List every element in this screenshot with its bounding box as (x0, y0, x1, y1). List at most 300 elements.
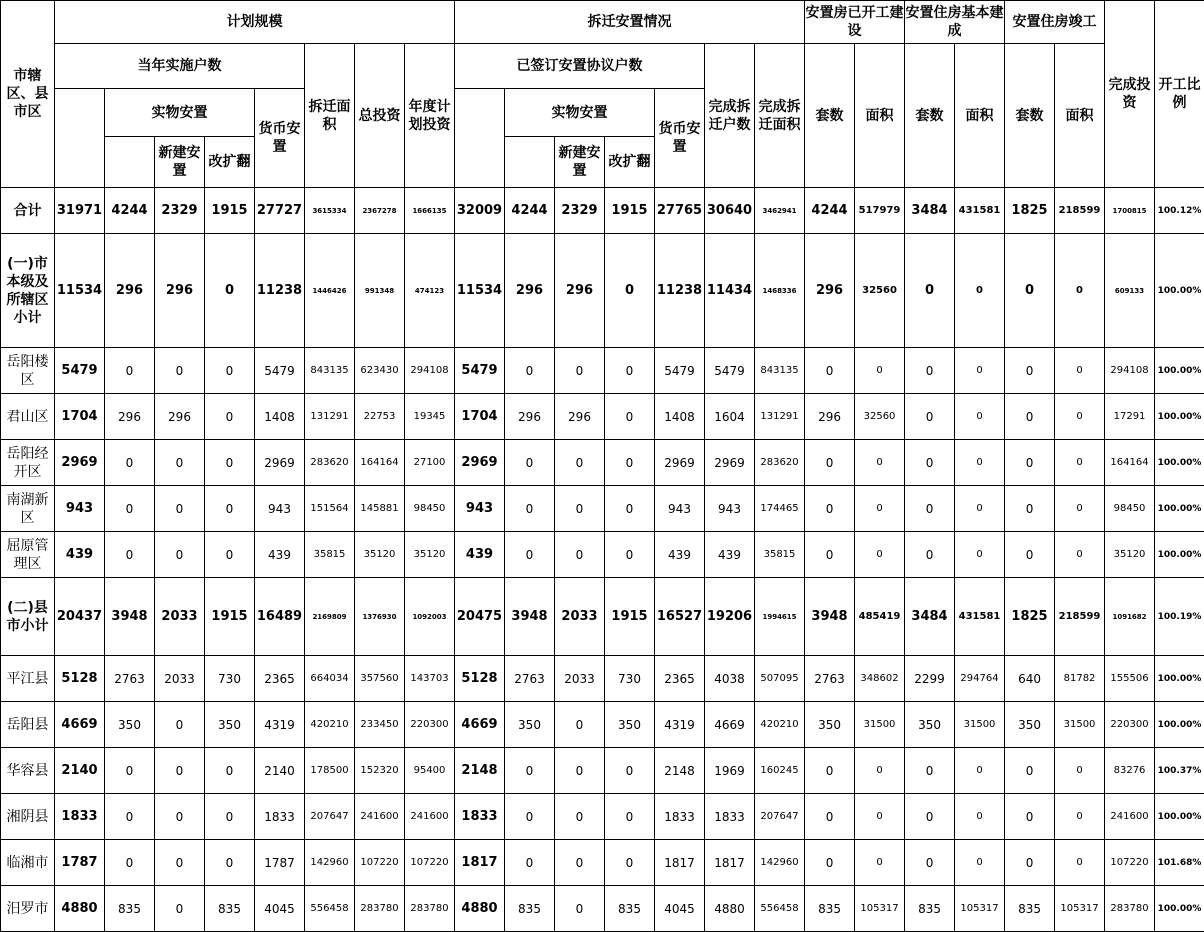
header-total-invest: 总投资 (355, 44, 405, 188)
table-cell: 2299 (905, 656, 955, 702)
table-cell: 35120 (1105, 532, 1155, 578)
table-cell: 0 (205, 440, 255, 486)
table-cell: 283780 (405, 886, 455, 932)
table-cell: 835 (905, 886, 955, 932)
header-annual-total (55, 89, 105, 188)
table-cell: 32009 (455, 188, 505, 234)
table-cell: 100.00% (1155, 394, 1204, 440)
header-new-build2: 新建安置 (555, 137, 605, 188)
header-plan-scale: 计划规模 (55, 1, 455, 44)
table-cell: 1833 (655, 794, 705, 840)
table-cell: 0 (955, 794, 1005, 840)
table-cell: 4669 (705, 702, 755, 748)
table-cell: 131291 (755, 394, 805, 440)
table-cell: 296 (555, 394, 605, 440)
table-cell: 11238 (655, 234, 705, 348)
table-cell: 3462941 (755, 188, 805, 234)
table-cell: 2969 (655, 440, 705, 486)
table-cell: 0 (855, 794, 905, 840)
table-cell: 0 (905, 348, 955, 394)
table-cell: 943 (455, 486, 505, 532)
table-cell: 835 (805, 886, 855, 932)
table-cell: 4669 (55, 702, 105, 748)
header-monetary: 货币安置 (255, 89, 305, 188)
table-cell: 100.00% (1155, 794, 1204, 840)
table-row (1, 840, 1204, 886)
table-cell: 35120 (355, 532, 405, 578)
table-cell: 0 (1055, 394, 1105, 440)
table-cell: 0 (1005, 440, 1055, 486)
header-completed-sets: 套数 (1005, 44, 1055, 188)
table-cell: 350 (505, 702, 555, 748)
table-cell: 350 (605, 702, 655, 748)
table-cell: 294108 (405, 348, 455, 394)
row-label: 华容县 (1, 748, 55, 794)
table-cell: 0 (155, 886, 205, 932)
table-cell: 0 (605, 486, 655, 532)
table-cell: 207647 (755, 794, 805, 840)
table-cell: 943 (655, 486, 705, 532)
table-cell: 5128 (55, 656, 105, 702)
table-cell: 348602 (855, 656, 905, 702)
table-cell: 4038 (705, 656, 755, 702)
header-completed-area: 面积 (1055, 44, 1105, 188)
table-cell: 350 (105, 702, 155, 748)
header-started-area: 面积 (855, 44, 905, 188)
table-cell: 241600 (355, 794, 405, 840)
table-cell: 2033 (555, 656, 605, 702)
table-cell: 100.00% (1155, 532, 1204, 578)
table-cell: 0 (605, 840, 655, 886)
header-signed-households: 已签订安置协议户数 (455, 44, 705, 89)
table-cell: 0 (555, 486, 605, 532)
table-cell: 420210 (305, 702, 355, 748)
row-label: 岳阳县 (1, 702, 55, 748)
table-cell: 843135 (755, 348, 805, 394)
table-cell: 1092003 (405, 578, 455, 656)
table-cell: 0 (605, 748, 655, 794)
table-cell: 0 (955, 348, 1005, 394)
table-cell: 5479 (655, 348, 705, 394)
table-cell: 0 (205, 794, 255, 840)
header-expand2: 改扩翻 (605, 137, 655, 188)
table-cell: 2969 (55, 440, 105, 486)
table-cell: 2969 (255, 440, 305, 486)
table-cell: 1666135 (405, 188, 455, 234)
table-cell: 1833 (455, 794, 505, 840)
table-cell: 835 (1005, 886, 1055, 932)
table-cell: 0 (1005, 840, 1055, 886)
table-cell: 105317 (855, 886, 905, 932)
table-cell: 27100 (405, 440, 455, 486)
table-cell: 83276 (1105, 748, 1155, 794)
table-cell: 439 (255, 532, 305, 578)
table-cell: 31500 (855, 702, 905, 748)
header-started-sets: 套数 (805, 44, 855, 188)
table-cell: 1704 (455, 394, 505, 440)
table-cell: 100.00% (1155, 234, 1204, 348)
table-cell: 296 (155, 394, 205, 440)
table-cell: 0 (1055, 840, 1105, 886)
table-cell: 0 (155, 702, 205, 748)
table-cell: 0 (105, 748, 155, 794)
table-cell: 4669 (455, 702, 505, 748)
table-cell: 31500 (1055, 702, 1105, 748)
table-cell: 1704 (55, 394, 105, 440)
table-cell: 1915 (605, 578, 655, 656)
table-cell: 0 (555, 532, 605, 578)
table-cell: 0 (155, 794, 205, 840)
table-cell: 152320 (355, 748, 405, 794)
table-row (1, 234, 1204, 348)
table-cell: 2033 (555, 578, 605, 656)
table-cell: 1091682 (1105, 578, 1155, 656)
table-cell: 0 (505, 748, 555, 794)
table-cell: 241600 (1105, 794, 1155, 840)
table-cell: 105317 (955, 886, 1005, 932)
table-cell: 1833 (255, 794, 305, 840)
table-cell: 5128 (455, 656, 505, 702)
table-cell: 0 (205, 234, 255, 348)
table-cell: 0 (505, 440, 555, 486)
table-cell: 517979 (855, 188, 905, 234)
table-cell: 5479 (705, 348, 755, 394)
table-cell: 296 (505, 234, 555, 348)
table-cell: 835 (105, 886, 155, 932)
table-cell: 485419 (855, 578, 905, 656)
table-cell: 623430 (355, 348, 405, 394)
table-cell: 11534 (55, 234, 105, 348)
table-cell: 0 (855, 532, 905, 578)
table-cell: 2140 (55, 748, 105, 794)
header-physical-total (105, 137, 155, 188)
table-cell: 16527 (655, 578, 705, 656)
table-cell: 1825 (1005, 188, 1055, 234)
table-cell: 2148 (455, 748, 505, 794)
table-row (1, 578, 1204, 656)
table-cell: 2033 (155, 656, 205, 702)
table-cell: 0 (155, 532, 205, 578)
table-cell: 0 (1055, 234, 1105, 348)
header-annual-households: 当年实施户数 (55, 44, 305, 89)
table-cell: 0 (905, 532, 955, 578)
table-cell: 1787 (55, 840, 105, 886)
table-row (1, 486, 1204, 532)
table-cell: 241600 (405, 794, 455, 840)
table-cell: 507095 (755, 656, 805, 702)
table-cell: 22753 (355, 394, 405, 440)
table-cell: 556458 (755, 886, 805, 932)
table-cell: 0 (805, 840, 855, 886)
table-cell: 35120 (405, 532, 455, 578)
table-cell: 0 (955, 840, 1005, 886)
table-header (1, 1, 1204, 188)
header-monetary2: 货币安置 (655, 89, 705, 188)
table-cell: 283620 (755, 440, 805, 486)
table-cell: 2329 (155, 188, 205, 234)
table-cell: 0 (555, 840, 605, 886)
table-cell: 4045 (655, 886, 705, 932)
header-start-ratio: 开工比例 (1155, 1, 1204, 188)
table-cell: 11238 (255, 234, 305, 348)
table-cell: 0 (905, 748, 955, 794)
table-cell: 1969 (705, 748, 755, 794)
table-row (1, 532, 1204, 578)
table-cell: 664034 (305, 656, 355, 702)
table-cell: 296 (155, 234, 205, 348)
table-cell: 4244 (505, 188, 555, 234)
table-cell: 145881 (355, 486, 405, 532)
table-cell: 100.12% (1155, 188, 1204, 234)
table-cell: 0 (1005, 748, 1055, 794)
table-cell: 835 (605, 886, 655, 932)
table-cell: 0 (905, 440, 955, 486)
table-cell: 835 (505, 886, 555, 932)
table-cell: 4045 (255, 886, 305, 932)
table-cell: 27727 (255, 188, 305, 234)
table-cell: 16489 (255, 578, 305, 656)
table-cell: 0 (155, 748, 205, 794)
table-cell: 296 (805, 394, 855, 440)
table-cell: 1408 (655, 394, 705, 440)
row-label: 汨罗市 (1, 886, 55, 932)
table-cell: 32560 (855, 234, 905, 348)
table-cell: 220300 (405, 702, 455, 748)
table-cell: 294108 (1105, 348, 1155, 394)
table-cell: 0 (505, 532, 555, 578)
table-cell: 0 (855, 486, 905, 532)
table-cell: 5479 (455, 348, 505, 394)
table-cell: 0 (205, 840, 255, 886)
table-cell: 431581 (955, 188, 1005, 234)
table-cell: 0 (955, 532, 1005, 578)
table-row (1, 886, 1204, 932)
header-annual-plan-invest: 年度计划投资 (405, 44, 455, 188)
table-cell: 0 (1055, 440, 1105, 486)
table-cell: 0 (1005, 794, 1055, 840)
table-cell: 1833 (705, 794, 755, 840)
table-cell: 160245 (755, 748, 805, 794)
table-cell: 943 (705, 486, 755, 532)
table-cell: 17291 (1105, 394, 1155, 440)
header-completed: 安置住房竣工 (1005, 1, 1105, 44)
row-label: (一)市本级及所辖区小计 (1, 234, 55, 348)
table-cell: 35815 (755, 532, 805, 578)
table-cell: 100.00% (1155, 702, 1204, 748)
table-cell: 0 (1055, 748, 1105, 794)
table-cell: 1994615 (755, 578, 805, 656)
table-cell: 11534 (455, 234, 505, 348)
table-cell: 730 (605, 656, 655, 702)
table-cell: 143703 (405, 656, 455, 702)
table-cell: 174465 (755, 486, 805, 532)
table-cell: 0 (605, 234, 655, 348)
table-cell: 164164 (355, 440, 405, 486)
table-row (1, 188, 1204, 234)
table-cell: 0 (1005, 234, 1055, 348)
row-label: 平江县 (1, 656, 55, 702)
table-cell: 2763 (505, 656, 555, 702)
table-cell: 20475 (455, 578, 505, 656)
table-cell: 100.00% (1155, 486, 1204, 532)
table-cell: 1408 (255, 394, 305, 440)
table-cell: 350 (905, 702, 955, 748)
header-demolish-area: 拆迁面积 (305, 44, 355, 188)
table-cell: 100.00% (1155, 348, 1204, 394)
row-label: 岳阳经开区 (1, 440, 55, 486)
table-cell: 1825 (1005, 578, 1055, 656)
table-cell: 0 (955, 748, 1005, 794)
table-cell: 0 (605, 394, 655, 440)
table-cell: 439 (55, 532, 105, 578)
row-label: 君山区 (1, 394, 55, 440)
table-cell: 296 (555, 234, 605, 348)
table-cell: 107220 (1105, 840, 1155, 886)
table-cell: 0 (905, 394, 955, 440)
header-signed-total (455, 89, 505, 188)
table-cell: 1468336 (755, 234, 805, 348)
table-cell: 218599 (1055, 578, 1105, 656)
table-cell: 81782 (1055, 656, 1105, 702)
table-cell: 98450 (405, 486, 455, 532)
table-cell: 943 (55, 486, 105, 532)
table-cell: 439 (705, 532, 755, 578)
row-label: (二)县市小计 (1, 578, 55, 656)
table-cell: 1915 (605, 188, 655, 234)
table-cell: 0 (605, 348, 655, 394)
table-row (1, 394, 1204, 440)
table-cell: 4319 (655, 702, 705, 748)
table-cell: 1915 (205, 188, 255, 234)
table-cell: 2365 (655, 656, 705, 702)
header-expand: 改扩翻 (205, 137, 255, 188)
table-cell: 0 (905, 840, 955, 886)
table-cell: 35815 (305, 532, 355, 578)
table-cell: 0 (605, 532, 655, 578)
table-row (1, 656, 1204, 702)
table-cell: 1787 (255, 840, 305, 886)
table-cell: 142960 (755, 840, 805, 886)
table-cell: 0 (805, 748, 855, 794)
table-row (1, 794, 1204, 840)
table-cell: 0 (855, 840, 905, 886)
table-cell: 0 (1055, 486, 1105, 532)
table-cell: 2148 (655, 748, 705, 794)
table-cell: 0 (155, 486, 205, 532)
table-cell: 0 (555, 348, 605, 394)
header-done-area: 完成拆迁面积 (755, 44, 805, 188)
header-region: 市辖区、县市区 (1, 1, 55, 188)
table-cell: 0 (1005, 348, 1055, 394)
table-cell: 0 (205, 486, 255, 532)
table-cell: 20437 (55, 578, 105, 656)
table-cell: 991348 (355, 234, 405, 348)
table-cell: 0 (505, 486, 555, 532)
table-cell: 1604 (705, 394, 755, 440)
table-cell: 1817 (455, 840, 505, 886)
table-cell: 3484 (905, 578, 955, 656)
table-cell: 2140 (255, 748, 305, 794)
table-cell: 439 (455, 532, 505, 578)
table-cell: 0 (205, 394, 255, 440)
table-cell: 2329 (555, 188, 605, 234)
table-cell: 4880 (455, 886, 505, 932)
row-label: 南湖新区 (1, 486, 55, 532)
table-cell: 3948 (105, 578, 155, 656)
table-cell: 105317 (1055, 886, 1105, 932)
table-cell: 0 (605, 794, 655, 840)
table-cell: 4880 (705, 886, 755, 932)
table-cell: 2169809 (305, 578, 355, 656)
table-cell: 730 (205, 656, 255, 702)
table-cell: 0 (805, 440, 855, 486)
table-cell: 0 (955, 394, 1005, 440)
table-cell: 0 (805, 486, 855, 532)
table-cell: 30640 (705, 188, 755, 234)
table-cell: 0 (955, 234, 1005, 348)
table-cell: 0 (605, 440, 655, 486)
table-cell: 11434 (705, 234, 755, 348)
header-basic-built: 安置住房基本建成 (905, 1, 1005, 44)
table-cell: 431581 (955, 578, 1005, 656)
table-cell: 296 (805, 234, 855, 348)
table-cell: 556458 (305, 886, 355, 932)
table-cell: 0 (555, 440, 605, 486)
table-cell: 4319 (255, 702, 305, 748)
table-cell: 98450 (1105, 486, 1155, 532)
table-cell: 1817 (655, 840, 705, 886)
table-cell: 0 (1005, 394, 1055, 440)
table-cell: 0 (1005, 486, 1055, 532)
table-row (1, 702, 1204, 748)
header-basic-sets: 套数 (905, 44, 955, 188)
table-cell: 474123 (405, 234, 455, 348)
table-cell: 0 (805, 348, 855, 394)
table-cell: 0 (155, 348, 205, 394)
table-cell: 0 (555, 794, 605, 840)
table-cell: 107220 (405, 840, 455, 886)
table-cell: 1446426 (305, 234, 355, 348)
table-cell: 100.00% (1155, 656, 1204, 702)
table-cell: 1700815 (1105, 188, 1155, 234)
header-new-build: 新建安置 (155, 137, 205, 188)
table-cell: 283780 (355, 886, 405, 932)
table-cell: 0 (505, 794, 555, 840)
table-cell: 0 (1055, 532, 1105, 578)
table-cell: 0 (1005, 532, 1055, 578)
table-cell: 101.68% (1155, 840, 1204, 886)
row-label: 岳阳楼区 (1, 348, 55, 394)
table-cell: 4244 (105, 188, 155, 234)
table-cell: 0 (205, 532, 255, 578)
table-cell: 350 (1005, 702, 1055, 748)
table-cell: 1817 (705, 840, 755, 886)
table-cell: 0 (805, 532, 855, 578)
table-cell: 31500 (955, 702, 1005, 748)
table-cell: 5479 (255, 348, 305, 394)
table-cell: 2763 (805, 656, 855, 702)
table-cell: 0 (955, 440, 1005, 486)
row-label: 屈原管理区 (1, 532, 55, 578)
table-cell: 2969 (455, 440, 505, 486)
table-cell: 100.00% (1155, 440, 1204, 486)
table-cell: 1376930 (355, 578, 405, 656)
table-cell: 0 (905, 794, 955, 840)
table-cell: 3484 (905, 188, 955, 234)
table-cell: 3948 (805, 578, 855, 656)
table-cell: 2367278 (355, 188, 405, 234)
table-cell: 0 (1055, 348, 1105, 394)
